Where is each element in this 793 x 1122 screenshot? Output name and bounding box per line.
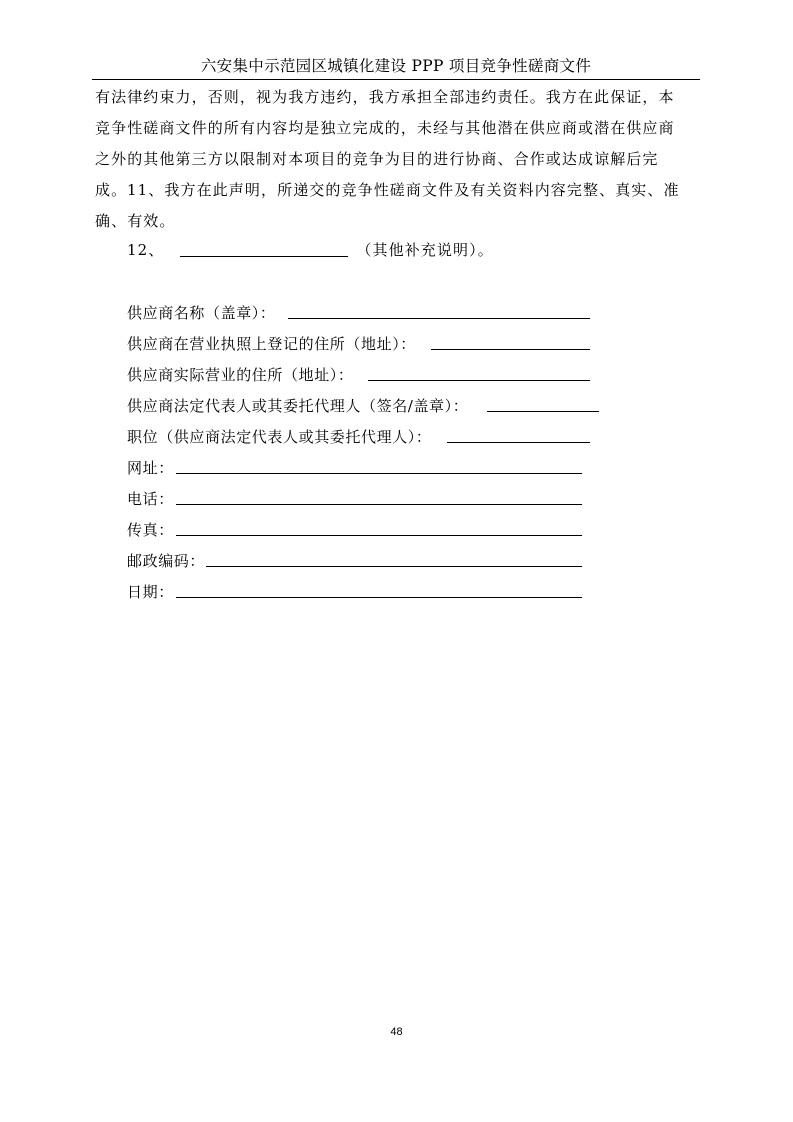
postal-code-field[interactable] bbox=[206, 566, 582, 567]
paragraph-item-11: 11、我方在此声明，所递交的竞争性磋商文件及有关资料内容完整、真实、准确、有效。 bbox=[95, 181, 680, 230]
item-12 bbox=[127, 235, 494, 266]
website-field[interactable] bbox=[176, 473, 582, 474]
label-supplier-name: 供应商名称（盖章）： bbox=[127, 304, 276, 322]
page-header-title: 六安集中示范园区城镇化建设 PPP 项目竞争性磋商文件 bbox=[200, 57, 592, 75]
label-postal-code: 邮政编码： bbox=[127, 552, 206, 570]
label-fax: 传真： bbox=[127, 521, 174, 539]
label-website: 网址： bbox=[127, 459, 174, 477]
item-12-suffix: （其他补充说明）。 bbox=[356, 241, 494, 259]
label-position: 职位（供应商法定代表人或其委托代理人）： bbox=[127, 428, 432, 446]
item-12-number: 12、 bbox=[127, 241, 165, 259]
paragraph-continued: 有法律约束力，否则，视为我方违约，我方承担全部违约责任。我方在此保证，本竞争性磋商文件的所有内容均是独立完成的，未经与其他潜在供应商或潜在供应商之外的其他第三方以限制对本项目的竞争为目的进行协商、合作或达成谅解后完成。 bbox=[95, 88, 675, 199]
fax-field[interactable] bbox=[176, 535, 582, 536]
label-business-address: 供应商实际营业的住所（地址）： bbox=[127, 366, 354, 384]
date-field[interactable] bbox=[176, 597, 582, 598]
item-12-blank[interactable] bbox=[180, 238, 348, 257]
label-legal-representative: 供应商法定代表人或其委托代理人（签名/盖章）： bbox=[127, 397, 469, 415]
supplier-name-field[interactable] bbox=[288, 318, 590, 319]
phone-field[interactable] bbox=[176, 504, 582, 505]
position-field[interactable] bbox=[447, 442, 590, 443]
label-date: 日期： bbox=[127, 583, 174, 601]
legal-representative-field[interactable] bbox=[487, 411, 599, 412]
page-number: 48 bbox=[390, 1026, 403, 1038]
label-registered-address: 供应商在营业执照上登记的住所（地址）： bbox=[127, 335, 416, 353]
business-address-field[interactable] bbox=[368, 380, 590, 381]
label-phone: 电话： bbox=[127, 490, 174, 508]
registered-address-field[interactable] bbox=[431, 349, 590, 350]
header-rule bbox=[92, 79, 700, 80]
